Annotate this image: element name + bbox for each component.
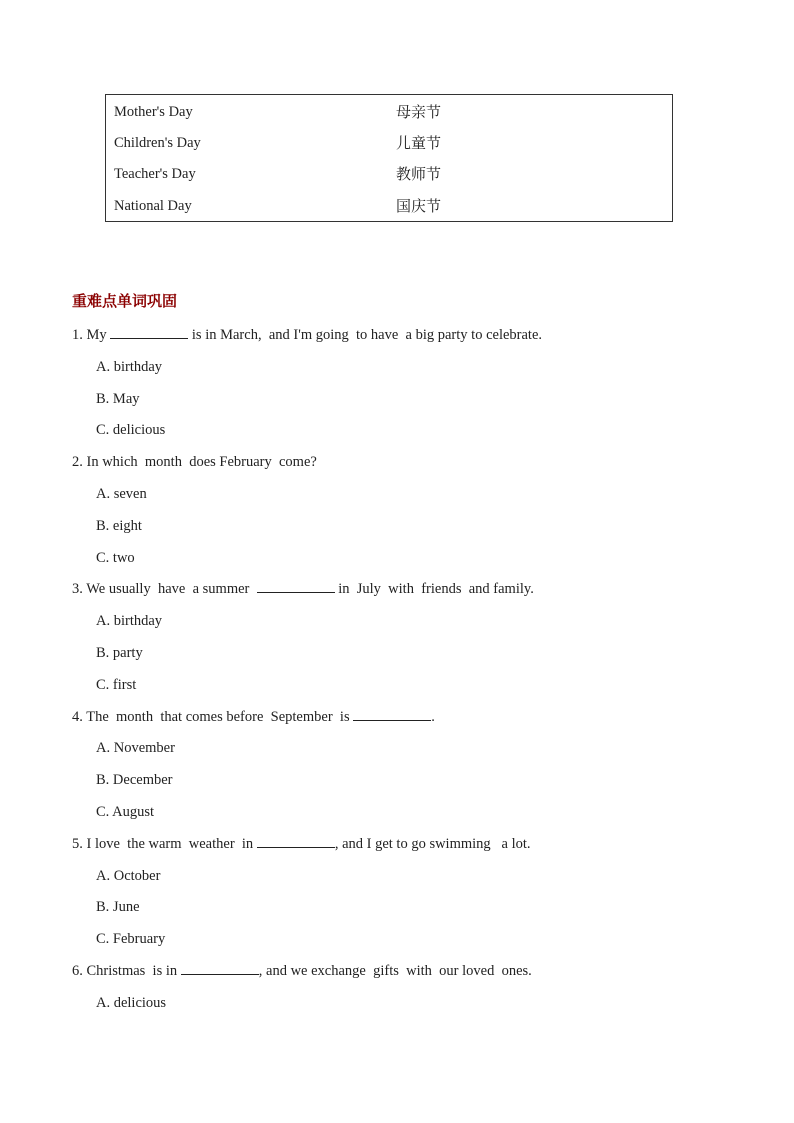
option[interactable]: A. birthday [96, 359, 163, 375]
option[interactable]: B. June [96, 899, 140, 915]
question-text: . [431, 709, 435, 725]
option[interactable]: A. birthday [96, 613, 163, 629]
question-text: , and I get to go swimming a lot. [334, 836, 531, 852]
question-text: , and we exchange gifts with our loved ones. [258, 963, 532, 979]
vocab-chinese: 儿童节 [396, 134, 442, 152]
vocab-chinese: 母亲节 [396, 103, 442, 121]
option[interactable]: C. August [96, 804, 155, 820]
vocab-table [105, 94, 673, 222]
question-2 [72, 453, 317, 471]
answer-blank[interactable] [257, 580, 335, 593]
section-title: 重难点单词巩固 [72, 292, 178, 310]
option[interactable]: A. delicious [96, 995, 167, 1011]
option[interactable]: B. December [96, 772, 173, 788]
vocab-row [106, 97, 672, 128]
question-text: 2. In which month does February come? [72, 454, 317, 470]
question-5 [72, 835, 531, 853]
question-text: in July with friends and family. [334, 581, 534, 597]
vocab-english: Mother's Day [114, 104, 193, 120]
question-4 [72, 708, 435, 726]
option[interactable]: C. two [96, 550, 135, 566]
option[interactable]: A. seven [96, 486, 147, 502]
question-1 [72, 326, 542, 344]
question-text: is in March, and I'm going to have a big party to celebrate. [188, 327, 543, 343]
answer-blank[interactable] [110, 326, 188, 339]
option[interactable]: C. delicious [96, 422, 166, 438]
vocab-chinese: 国庆节 [396, 197, 442, 215]
option[interactable]: B. May [96, 391, 140, 407]
option[interactable]: C. first [96, 677, 137, 693]
answer-blank[interactable] [257, 835, 335, 848]
question-text: 6. Christmas is in [72, 963, 181, 979]
question-6 [72, 962, 532, 980]
option[interactable]: C. February [96, 931, 166, 947]
vocab-row [106, 128, 672, 159]
vocab-english: National Day [114, 198, 192, 214]
option[interactable]: A. October [96, 868, 161, 884]
vocab-row [106, 191, 672, 222]
vocab-english: Children's Day [114, 135, 201, 151]
answer-blank[interactable] [181, 962, 259, 975]
vocab-chinese: 教师节 [396, 165, 442, 183]
option[interactable]: A. November [96, 740, 175, 756]
vocab-english: Teacher's Day [114, 166, 196, 182]
answer-blank[interactable] [353, 708, 431, 721]
question-text: 3. We usually have a summer [72, 581, 257, 597]
option[interactable]: B. party [96, 645, 143, 661]
option[interactable]: B. eight [96, 518, 142, 534]
vocab-row [106, 159, 672, 190]
question-3 [72, 580, 534, 598]
question-text: 4. The month that comes before September is [72, 709, 354, 725]
question-text: 1. My [72, 327, 111, 343]
question-text: 5. I love the warm weather in [72, 836, 257, 852]
